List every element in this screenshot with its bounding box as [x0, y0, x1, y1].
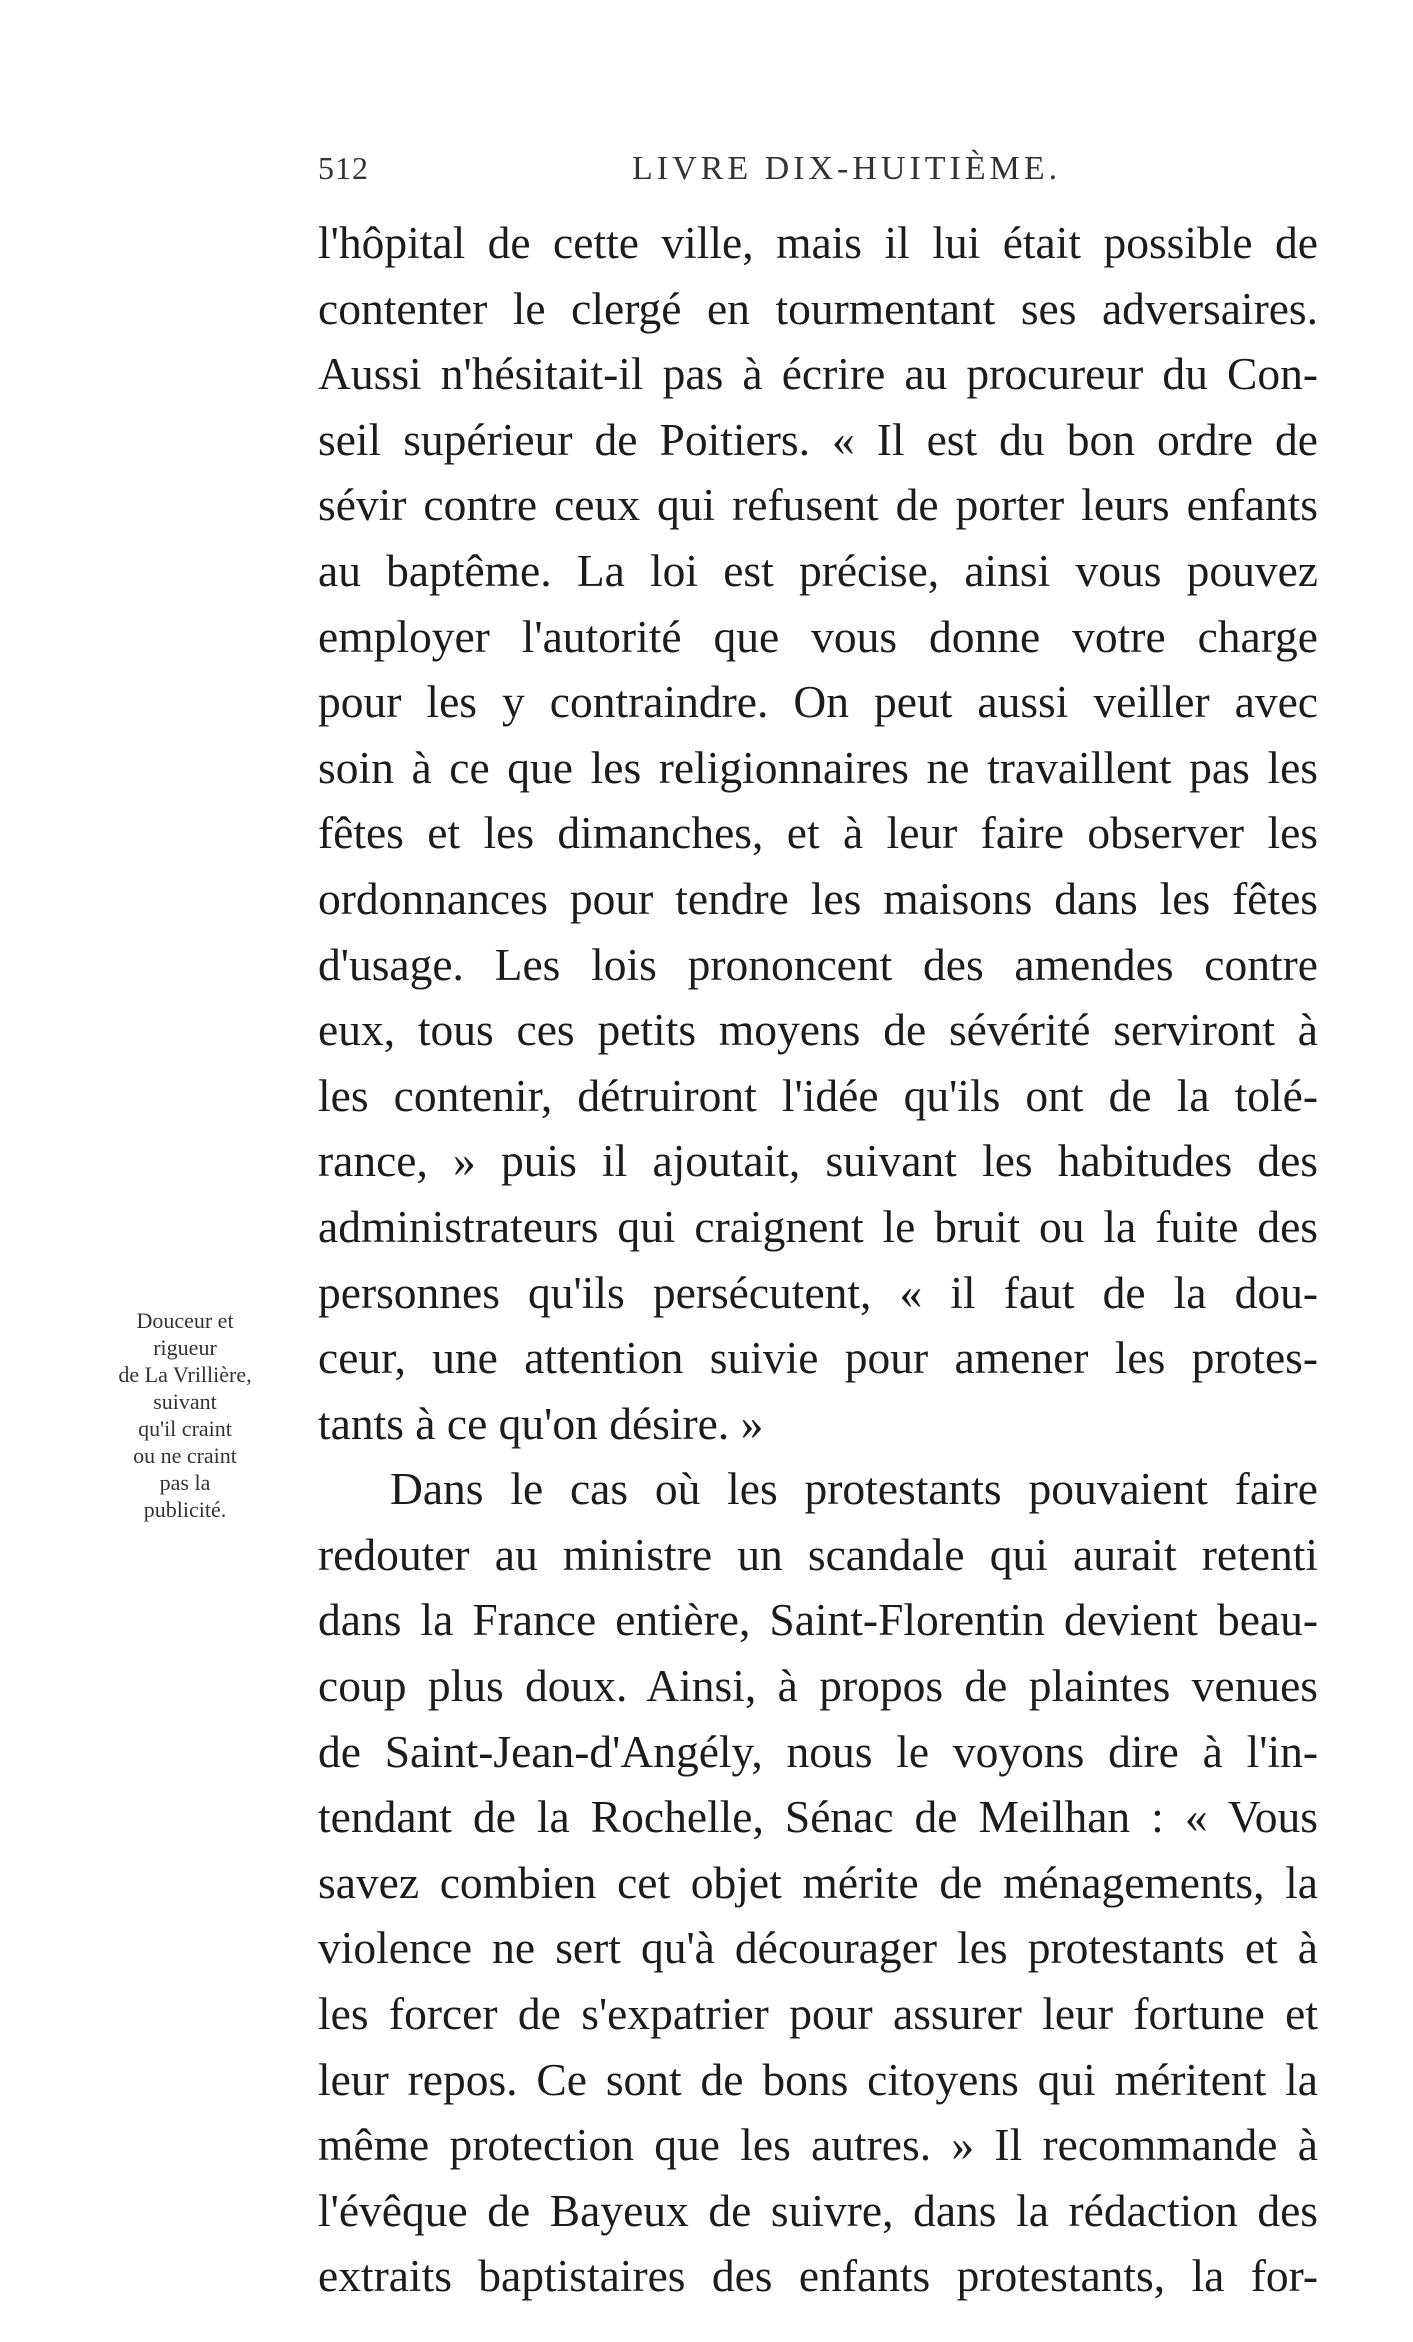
running-head: LIVRE DIX-HUITIÈME.	[632, 150, 1062, 187]
text-line: personnes qu'ils persécutent, « il faut de la dou-	[318, 1266, 1318, 1318]
margin-note-line: publicité.	[143, 1497, 227, 1522]
text-line: employer l'autorité que vous donne votre charge	[318, 610, 1318, 662]
text-line: dans la France entière, Saint-Florentin devient beau-	[318, 1594, 1318, 1646]
text-line: d'usage. Les lois prononcent des amendes contre	[318, 938, 1318, 990]
text-line: les forcer de s'expatrier pour assurer leur fortune et	[318, 1988, 1318, 2040]
text-line: rance, » puis il ajoutait, suivant les habitudes des	[318, 1135, 1318, 1187]
text-line: savez combien cet objet mérite de ménagements, la	[318, 1856, 1318, 1908]
text-line: au baptême. La loi est précise, ainsi vous pouvez	[318, 544, 1318, 596]
text-line: extraits baptistaires des enfants protestants, la for-	[318, 2250, 1318, 2302]
text-line: fêtes et les dimanches, et à leur faire observer les	[318, 807, 1318, 859]
page-number: 512	[318, 150, 369, 186]
text-line: ordonnances pour tendre les maisons dans les fêtes	[318, 872, 1318, 924]
margin-note-line: ou ne craint	[133, 1443, 237, 1468]
text-line: l'évêque de Bayeux de suivre, dans la rédaction des	[318, 2184, 1318, 2236]
text-line: seil supérieur de Poitiers. « Il est du bon ordre de	[318, 413, 1318, 465]
margin-note-line: Douceur et	[136, 1308, 234, 1333]
text-line: les contenir, détruiront l'idée qu'ils ont de la tolé-	[318, 1069, 1318, 1121]
text-line: ceur, une attention suivie pour amener les protes-	[318, 1332, 1318, 1384]
margin-note-line: rigueur	[153, 1335, 217, 1360]
margin-note-line: qu'il craint	[138, 1416, 232, 1441]
text-line: coup plus doux. Ainsi, à propos de plaintes venues	[318, 1660, 1318, 1712]
text-line: Aussi n'hésitait-il pas à écrire au procureur du Con-	[318, 348, 1318, 400]
text-line: pour les y contraindre. On peut aussi veiller avec	[318, 676, 1318, 728]
paragraph-end-line: tants à ce qu'on désire. »	[318, 1397, 764, 1449]
margin-note-line: de La Vrillière,	[118, 1362, 252, 1387]
text-line: administrateurs qui craignent le bruit ou la fuite des	[318, 1200, 1318, 1252]
text-line: l'hôpital de cette ville, mais il lui était possible de	[318, 217, 1318, 268]
text-line: leur repos. Ce sont de bons citoyens qui méritent la	[318, 2053, 1318, 2105]
text-line: contenter le clergé en tourmentant ses adversaires.	[318, 282, 1318, 334]
body-text	[318, 210, 1318, 2309]
text-line: eux, tous ces petits moyens de sévérité serviront à	[318, 1004, 1318, 1056]
text-line: violence ne sert qu'à décourager les protestants et à	[318, 1922, 1318, 1974]
text-line: redouter au ministre un scandale qui aurait retenti	[318, 1528, 1318, 1580]
text-line: soin à ce que les religionnaires ne travaillent pas les	[318, 741, 1318, 793]
text-line: sévir contre ceux qui refusent de porter leurs enfants	[318, 479, 1318, 531]
text-line: même protection que les autres. » Il recommande à	[318, 2119, 1318, 2171]
margin-note	[60, 1307, 310, 1523]
margin-note-line: suivant	[153, 1389, 217, 1414]
page-header	[318, 150, 1318, 200]
text-line: tendant de la Rochelle, Sénac de Meilhan : « Vous	[318, 1791, 1318, 1843]
margin-note-line: pas la	[159, 1470, 211, 1495]
paragraph-start-line: Dans le cas où les protestants pouvaient faire	[390, 1463, 1318, 1515]
text-line: de Saint-Jean-d'Angély, nous le voyons dire à l'in-	[318, 1725, 1318, 1777]
